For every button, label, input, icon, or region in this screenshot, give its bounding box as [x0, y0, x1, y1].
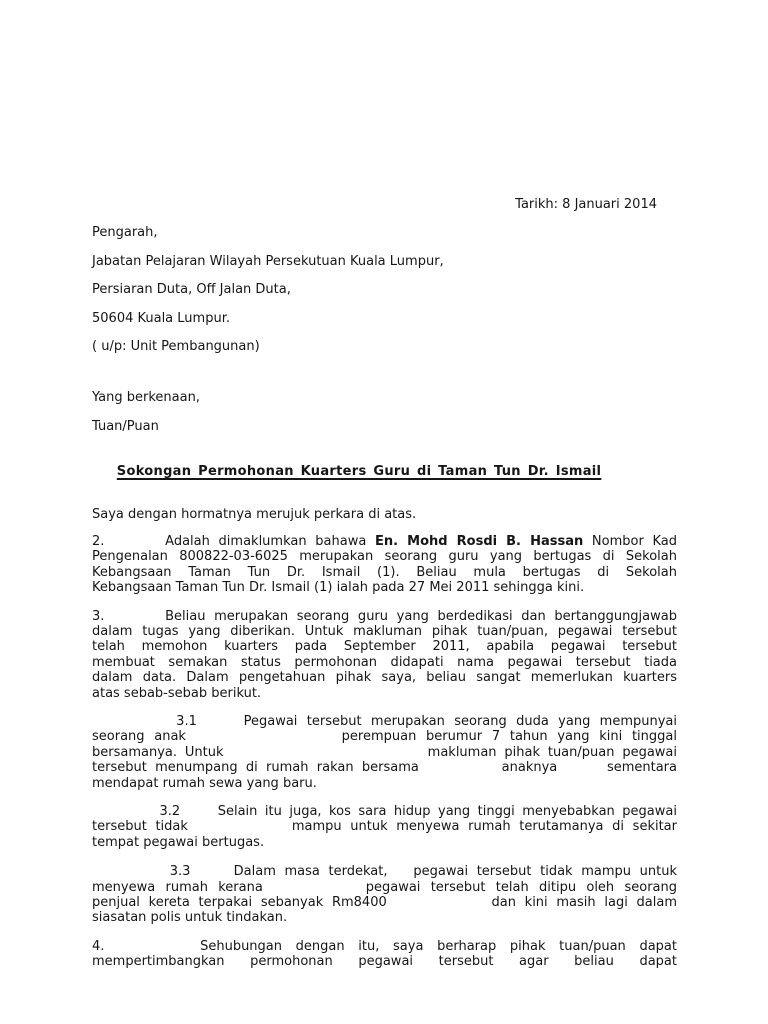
- p33-line1: 3.3 Dalam masa terdekat, pegawai tersebut tidak mampu untuk: [92, 864, 677, 880]
- p33-line4: siasatan polis untuk tindakan.: [92, 910, 288, 926]
- greeting-line-1: Yang berkenaan,: [92, 390, 200, 406]
- p2-line1-pre: 2. Adalah dimaklumkan bahawa: [92, 533, 375, 549]
- recipient-department: Jabatan Pelajaran Wilayah Persekutuan Kuala Lumpur,: [92, 253, 444, 269]
- paragraph-4: [92, 939, 677, 970]
- p3-line2: dalam tugas yang diberikan. Untuk makluman pihak tuan/puan, pegawai tersebut: [92, 623, 677, 639]
- p3-line1: 3. Beliau merupakan seorang guru yang berdedikasi dan bertanggungjawab: [92, 608, 677, 624]
- p2-officer-name: En. Mohd Rosdi B. Hassan: [374, 533, 584, 549]
- p2-line3: Kebangsaan Taman Tun Dr. Ismail (1). Beliau mula bertugas di Sekolah: [92, 564, 677, 580]
- p32-line3: tempat pegawai bertugas.: [92, 834, 265, 850]
- paragraph-2: [92, 534, 677, 596]
- p2-line4: Kebangsaan Taman Tun Dr. Ismail (1) ialah pada 27 Mei 2011 sehingga kini.: [92, 580, 585, 596]
- recipient-city: 50604 Kuala Lumpur.: [92, 310, 230, 326]
- paragraph-3-2: [92, 804, 677, 850]
- p2-line2: Pengenalan 800822-03-6025 merupakan seorang guru yang bertugas di Sekolah: [92, 549, 677, 565]
- intro-line: Saya dengan hormatnya merujuk perkara di atas.: [92, 507, 417, 523]
- p31-line5: mendapat rumah sewa yang baru.: [92, 775, 317, 791]
- subject-text: Sokongan Permohonan Kuarters Guru di Taman Tun Dr. Ismail: [116, 463, 602, 479]
- p31-line4: tersebut menumpang di rumah rakan bersama anaknya sementara: [92, 760, 677, 776]
- letter-content: [92, 197, 677, 970]
- p31-line2: seorang anak perempuan berumur 7 tahun yang kini tinggal: [92, 729, 677, 745]
- paragraph-3: [92, 609, 677, 701]
- subject-line: [92, 448, 677, 494]
- p3-line4: membuat semakan status permohonan didapati nama pegawai tersebut tiada: [92, 654, 677, 670]
- paragraph-3-3: [92, 864, 677, 926]
- p33-line2: menyewa rumah kerana pegawai tersebut telah ditipu oleh seorang: [92, 879, 677, 895]
- p4-line2: mempertimbangkan permohonan pegawai tersebut agar beliau dapat: [92, 954, 677, 970]
- p2-line1-post: Nombor Kad: [583, 533, 678, 549]
- p3-line6: atas sebab-sebab berikut.: [92, 685, 262, 701]
- p3-line5: dalam data. Dalam pengetahuan pihak saya, beliau sangat memerlukan kuarters: [92, 670, 677, 686]
- p31-line1: 3.1 Pegawai tersebut merupakan seorang duda yang mempunyai: [92, 713, 677, 729]
- p32-line2: tersebut tidak mampu untuk menyewa rumah terutamanya di sekitar: [92, 819, 677, 835]
- p3-line3: telah memohon kuarters pada September 2011, apabila pegawai tersebut: [92, 639, 677, 655]
- date-line: Tarikh: 8 Januari 2014: [515, 197, 657, 212]
- p32-line1: 3.2 Selain itu juga, kos sara hidup yang tinggi menyebabkan pegawai: [92, 803, 677, 819]
- paragraph-3-1: [92, 714, 677, 791]
- recipient-title: Pengarah,: [92, 225, 158, 241]
- recipient-street: Persiaran Duta, Off Jalan Duta,: [92, 282, 291, 298]
- recipient-attention: ( u/p: Unit Pembangunan): [92, 339, 260, 355]
- p33-line3: penjual kereta terpakai sebanyak Rm8400 dan kini masih lagi dalam: [92, 895, 677, 910]
- p2-line1: [92, 534, 677, 549]
- p4-line1: 4. Sehubungan dengan itu, saya berharap pihak tuan/puan dapat: [92, 938, 677, 954]
- greeting-line-2: Tuan/Puan: [92, 418, 159, 434]
- p31-line3: bersamanya. Untuk makluman pihak tuan/puan pegawai: [92, 744, 677, 760]
